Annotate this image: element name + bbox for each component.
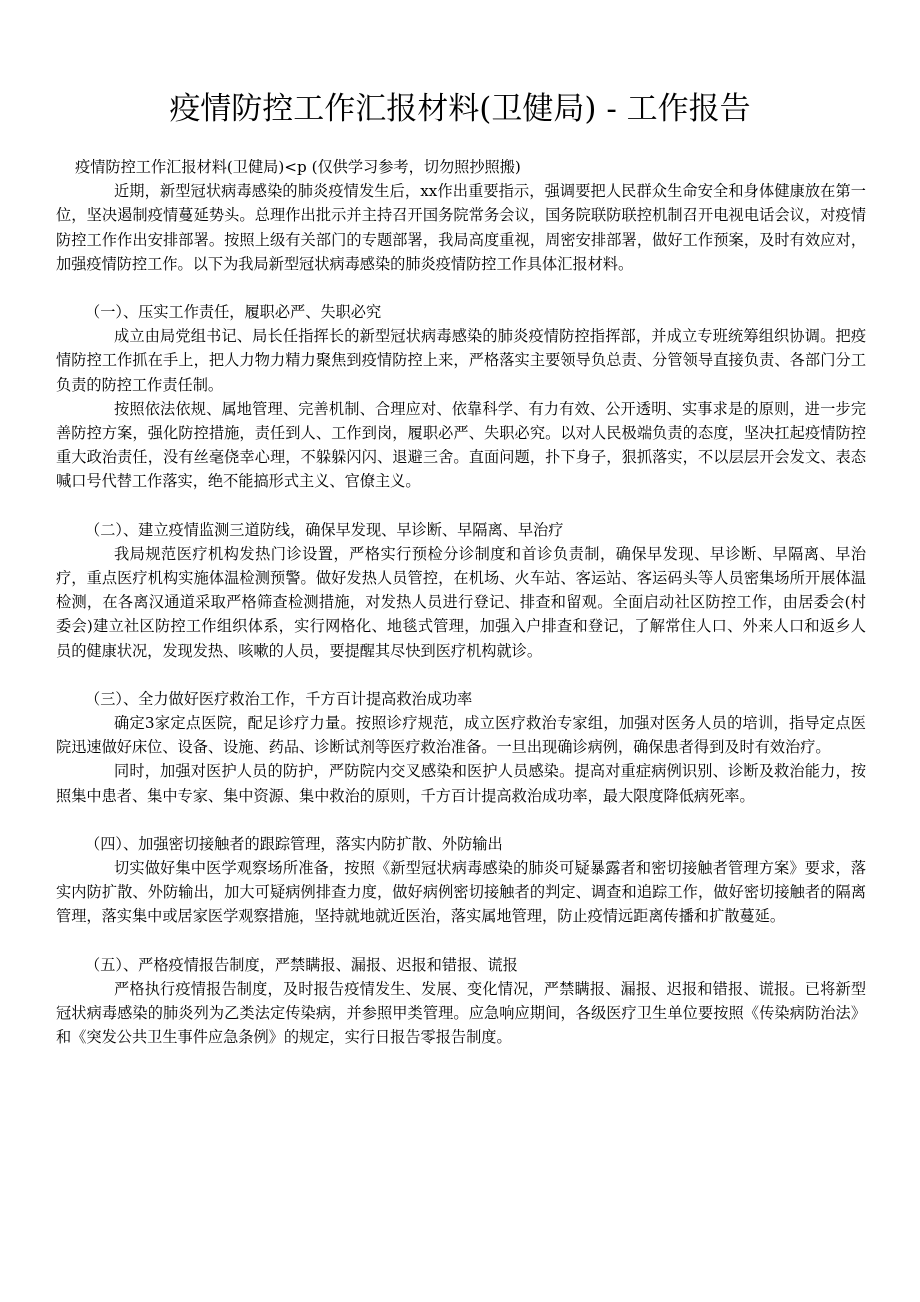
section-5-paragraph-1: 严格执行疫情报告制度，及时报告疫情发生、发展、变化情况，严禁瞒报、漏报、迟报和错报、谎报。已将新型冠状病毒感染的肺炎列为乙类法定传染病，并参照甲类管理。应急响应期间，各级医疗卫生单位要按照《传染病防治法》和《突发公共卫生事件应急条例》的规定，实行日报告零报告制度。 — [56, 979, 866, 1047]
section-3-heading: （三）、全力做好医疗救治工作，千方百计提高救治成功率 — [85, 689, 473, 708]
opening-paragraph: 近期，新型冠状病毒感染的肺炎疫情发生后，xx作出重要指示，强调要把人民群众生命安全和身体健康放在第一位，坚决遏制疫情蔓延势头。总理作出批示并主持召开国务院常务会议，国务院联防联控机制召开电视电话会议，对疫情防控工作作出安排部署。按照上级有关部门的专题部署，我局高度重视，周密安排部署，做好工作预案，及时有效应对，加强疫情防控工作。以下为我局新型冠状病毒感染的肺炎疫情防控工作具体汇报材料。 — [56, 182, 866, 273]
section-1-paragraph-2: 按照依法依规、属地管理、完善机制、合理应对、依靠科学、有力有效、公开透明、实事求是的原则，进一步完善防控方案，强化防控措施，责任到人、工作到岗，履职必严、失职必究。以对人民极端负责的态度，坚决扛起疫情防控重大政治责任，没有丝毫侥幸心理，不躲躲闪闪、退避三舍。直面问题，扑下身子，狠抓落实，不以层层开会发文、表态喊口号代替工作落实，绝不能搞形式主义、官僚主义。 — [56, 399, 866, 491]
section-3-paragraph-2: 同时，加强对医护人员的防护，严防院内交叉感染和医护人员感染。提高对重症病例识别、诊断及救治能力，按照集中患者、集中专家、集中资源、集中救治的原则，千方百计提高救治成功率，最大限度降低病死率。 — [56, 762, 866, 805]
section-4-heading: （四）、加强密切接触者的跟踪管理，落实内防扩散、外防输出 — [85, 834, 503, 853]
section-3-paragraph-1: 确定3家定点医院，配足诊疗力量。按照诊疗规范，成立医疗救治专家组，加强对医务人员的培训，指导定点医院迅速做好床位、设备、设施、药品、诊断试剂等医疗救治准备。一旦出现确诊病例，确保患者得到及时有效治疗。 — [56, 714, 866, 757]
section-5-heading: （五）、严格疫情报告制度，严禁瞒报、漏报、迟报和错报、谎报 — [85, 955, 518, 974]
section-2-heading: （二）、建立疫情监测三道防线，确保早发现、早诊断、早隔离、早治疗 — [85, 520, 564, 539]
intro-line: 疫情防控工作汇报材料(卫健局)<p (仅供学习参考，切勿照抄照搬) — [75, 158, 521, 176]
section-1-paragraph-1: 成立由局党组书记、局长任指挥长的新型冠状病毒感染的肺炎疫情防控指挥部，并成立专班统筹组织协调。把疫情防控工作抓在手上，把人力物力精力聚焦到疫情防控上来，严格落实主要领导负总责、分管领导直接负责、各部门分工负责的防控工作责任制。 — [56, 327, 866, 394]
document-body — [56, 155, 866, 1050]
section-2-paragraph-1: 我局规范医疗机构发热门诊设置，严格实行预检分诊制度和首诊负责制，确保早发现、早诊断、早隔离、早治疗，重点医疗机构实施体温检测预警。做好发热人员管控，在机场、火车站、客运站、客运码头等人员密集场所开展体温检测，在各离汉通道采取严格筛查检测措施，对发热人员进行登记、排查和留观。全面启动社区防控工作，由居委会(村委会)建立社区防控工作组织体系，实行网格化、地毯式管理，加强入户排查和登记，了解常住人口、外来人口和返乡人员的健康状况，发现发热、咳嗽的人员，要提醒其尽快到医疗机构就诊。 — [56, 544, 866, 660]
section-4-paragraph-1: 切实做好集中医学观察场所准备，按照《新型冠状病毒感染的肺炎可疑暴露者和密切接触者管理方案》要求，落实内防扩散、外防输出，加大可疑病例排查力度，做好病例密切接触者的判定、调查和追踪工作，做好密切接触者的隔离管理，落实集中或居家医学观察措施，坚持就地就近医治，落实属地管理，防止疫情远距离传播和扩散蔓延。 — [56, 859, 866, 926]
document-title: 疫情防控工作汇报材料(卫健局) - 工作报告 — [169, 91, 751, 127]
section-1-heading: （一）、压实工作责任，履职必严、失职必究 — [85, 303, 382, 322]
